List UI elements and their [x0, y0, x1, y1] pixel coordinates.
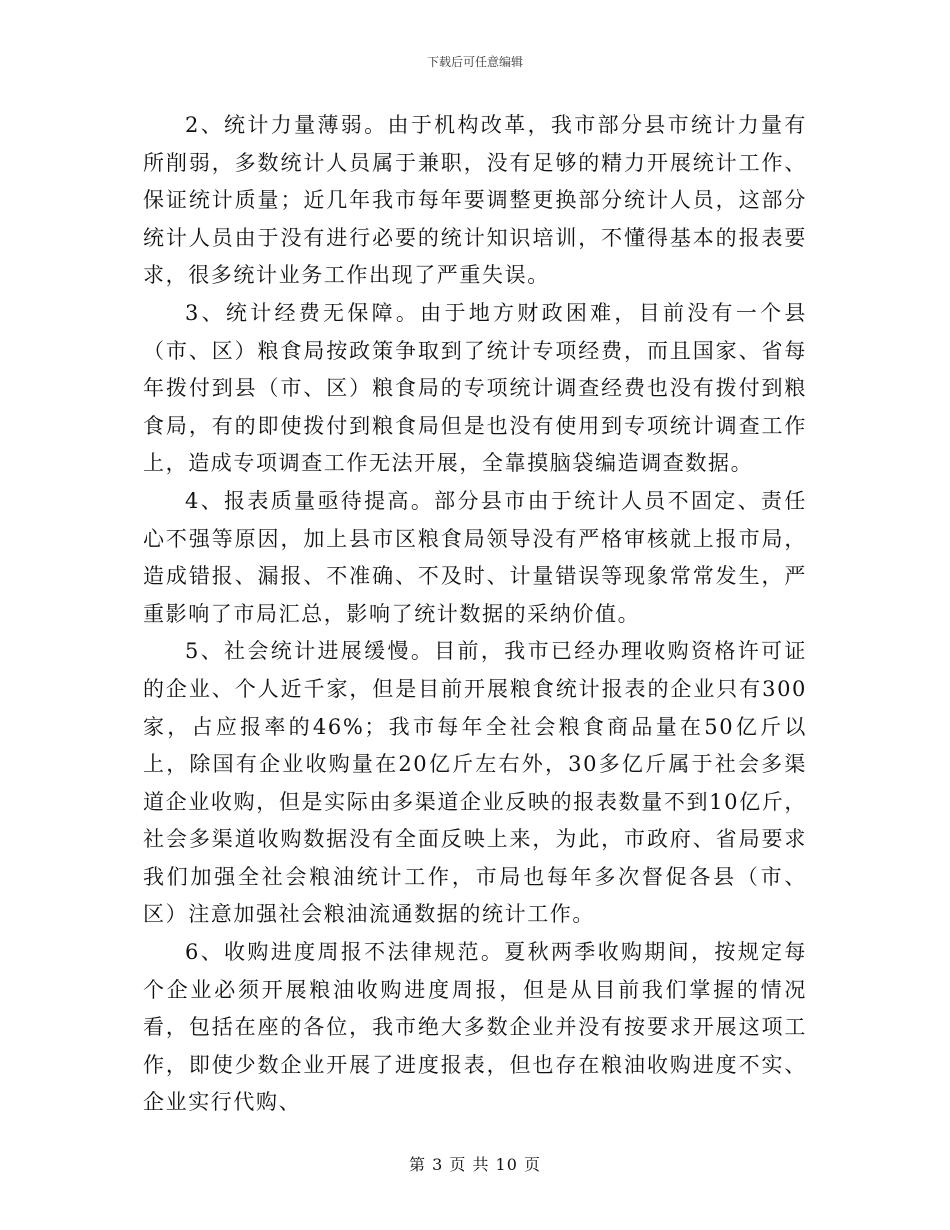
paragraph-weekly-report: 6、收购进度周报不法律规范。夏秋两季收购期间，按规定每个企业必须开展粮油收购进度周报，但是从目前我们掌握的情况看，包括在座的各位，我市绝大多数企业并没有按要求开展这项工作，即使少数企业开展了进度报表，但也存在粮油收购进度不实、企业实行代购、 [143, 940, 807, 1115]
document-body [143, 107, 807, 1122]
page-header: 下载后可任意编辑 [426, 55, 523, 69]
paragraph-statistics-staff: 2、统计力量薄弱。由于机构改革，我市部分县市统计力量有所削弱，多数统计人员属于兼职，没有足够的精力开展统计工作、保证统计质量；近几年我市每年要调整更换部分统计人员，这部分统计人员由于没有进行必要的统计知识培训，不懂得基本的报表要求，很多统计业务工作出现了严重失误。 [143, 113, 807, 288]
paragraph-statistics-funding: 3、统计经费无保障。由于地方财政困难，目前没有一个县（市、区）粮食局按政策争取到了统计专项经费，而且国家、省每年拨付到县（市、区）粮食局的专项统计调查经费也没有拨付到粮食局，有的即使拨付到粮食局但是也没有使用到专项统计调查工作上，造成专项调查工作无法开展，全靠摸脑袋编造调查数据。 [143, 300, 807, 476]
paragraph-social-statistics: 5、社会统计进展缓慢。目前，我市已经办理收购资格许可证的企业、个人近千家，但是目前开展粮食统计报表的企业只有300家，占应报率的46%；我市每年全社会粮食商品量在50亿斤以上，除国有企业收购量在20亿斤左右外，30多亿斤属于社会多渠道企业收购，但是实际由多渠道企业反映的报表数量不到10亿斤，社会多渠道收购数据没有全面反映上来，为此，市政府、省局要求我们加强全社会粮油统计工作，市局也每年多次督促各县（市、区）注意加强社会粮油流通数据的统计工作。 [143, 639, 807, 927]
page-number-footer: 第 3 页 共 10 页 [409, 1155, 541, 1174]
paragraph-report-quality: 4、报表质量亟待提高。部分县市由于统计人员不固定、责任心不强等原因，加上县市区粮食局领导没有严格审核就上报市局，造成错报、漏报、不准确、不及时、计量错误等现象常常发生，严重影响了市局汇总，影响了统计数据的采纳价值。 [143, 488, 807, 626]
